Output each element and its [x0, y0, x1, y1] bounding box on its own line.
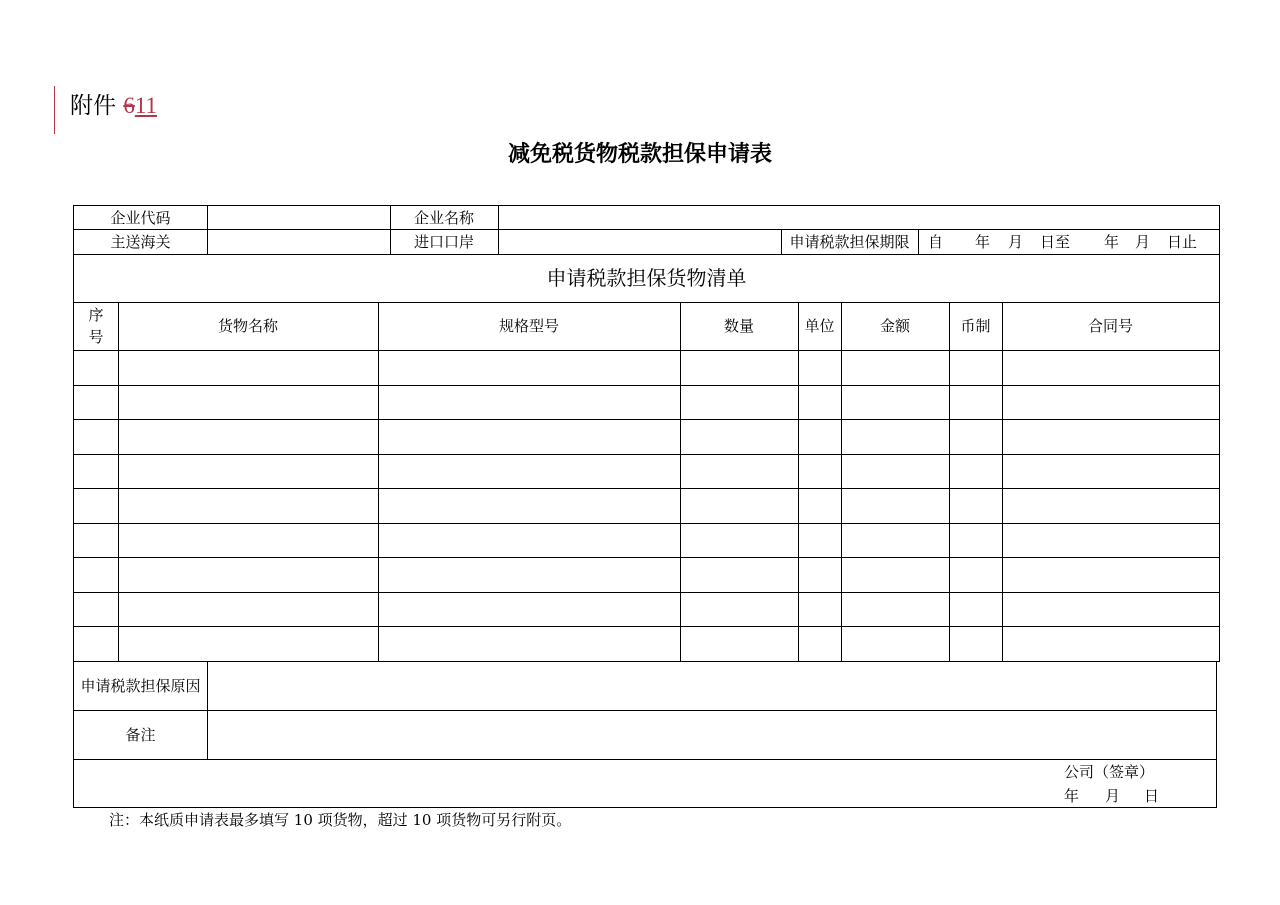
cell-goods-name[interactable] [119, 386, 378, 419]
import-port-label: 进口口岸 [413, 233, 474, 251]
table-bottom-border [73, 807, 1217, 808]
guarantee-reason-field[interactable] [207, 661, 1216, 710]
cell-goods-name[interactable] [119, 489, 378, 523]
table-h-line [73, 385, 1220, 386]
remarks-label: 备注 [125, 725, 156, 744]
cell-spec[interactable] [379, 351, 680, 385]
cell-goods-name[interactable] [119, 420, 378, 454]
cell-currency[interactable] [950, 627, 1002, 661]
cell-unit[interactable] [799, 386, 841, 419]
table-h-line [73, 626, 1220, 627]
table-h-line [73, 710, 1217, 711]
remarks-field[interactable] [207, 710, 1216, 759]
cell-quantity[interactable] [681, 593, 798, 626]
table-h-line [73, 661, 1220, 662]
period-year-2: 年 [1104, 233, 1120, 251]
cell-currency[interactable] [950, 351, 1002, 385]
cell-unit[interactable] [799, 420, 841, 454]
table-right-border-lower [1216, 661, 1217, 808]
table-h-line [73, 454, 1220, 455]
col-header-seq [74, 302, 118, 350]
cell-spec[interactable] [379, 558, 680, 592]
table-v-line [118, 302, 119, 662]
cell-contract-no[interactable] [1003, 455, 1219, 488]
cell-unit[interactable] [799, 558, 841, 592]
cell-seq[interactable] [75, 351, 118, 385]
table-h-line [73, 592, 1220, 593]
attachment-deleted-number: 6 [123, 93, 135, 118]
table-v-line [781, 229, 782, 255]
period-day-to: 日至 [1040, 233, 1071, 251]
col-header-seq-line2: 号 [88, 328, 104, 346]
col-header-currency: 币制 [960, 317, 991, 335]
attachment-number [70, 91, 157, 121]
col-header-goods-name: 货物名称 [217, 317, 278, 335]
table-h-line [73, 523, 1220, 524]
cell-spec[interactable] [379, 524, 680, 557]
table-v-line [798, 302, 799, 662]
cell-seq[interactable] [75, 386, 118, 419]
form-title: 减免税货物税款担保申请表 [507, 142, 772, 167]
cell-spec[interactable] [379, 627, 680, 661]
attachment-inserted-number: 11 [134, 93, 157, 118]
cell-goods-name[interactable] [119, 524, 378, 557]
cell-unit[interactable] [799, 489, 841, 523]
cell-unit[interactable] [799, 455, 841, 488]
cell-spec[interactable] [379, 455, 680, 488]
customs-field[interactable] [207, 230, 390, 254]
cell-quantity[interactable] [681, 351, 798, 385]
cell-quantity[interactable] [681, 558, 798, 592]
cell-unit[interactable] [799, 524, 841, 557]
table-h-line [73, 419, 1220, 420]
company-seal-label: 公司（签章） [1064, 763, 1155, 781]
cell-goods-name[interactable] [119, 558, 378, 592]
table-v-line [1002, 302, 1003, 662]
cell-currency[interactable] [950, 593, 1002, 626]
cell-seq[interactable] [75, 420, 118, 454]
cell-seq[interactable] [75, 558, 118, 592]
cell-unit[interactable] [799, 627, 841, 661]
company-code-field[interactable] [207, 206, 390, 230]
cell-quantity[interactable] [681, 386, 798, 419]
guarantee-period-label: 申请税款担保期限 [789, 233, 910, 251]
footnote: 注：本纸质申请表最多填写 10 项货物，超过 10 项货物可另行附页。 [109, 811, 572, 829]
cell-amount[interactable] [842, 489, 949, 523]
cell-currency[interactable] [950, 455, 1002, 488]
cell-amount[interactable] [842, 524, 949, 557]
cell-currency[interactable] [950, 524, 1002, 557]
cell-goods-name[interactable] [119, 351, 378, 385]
cell-seq[interactable] [75, 627, 118, 661]
cell-amount[interactable] [842, 455, 949, 488]
guarantee-reason-label: 申请税款担保原因 [80, 676, 201, 695]
table-left-border [73, 205, 74, 808]
period-day-end: 日止 [1167, 233, 1198, 251]
table-v-line [949, 302, 950, 662]
table-v-line [841, 302, 842, 662]
cell-contract-no[interactable] [1003, 351, 1219, 385]
cell-contract-no[interactable] [1003, 593, 1219, 626]
table-v-line [378, 302, 379, 662]
cell-contract-no[interactable] [1003, 386, 1219, 419]
table-right-border [1219, 205, 1220, 662]
company-name-label: 企业名称 [413, 209, 474, 227]
cell-amount[interactable] [842, 386, 949, 419]
col-header-unit: 单位 [804, 317, 835, 335]
cell-currency[interactable] [950, 489, 1002, 523]
cell-amount[interactable] [842, 351, 949, 385]
table-h-line [73, 254, 1220, 255]
attachment-prefix: 附件 [70, 93, 116, 119]
import-port-field[interactable] [498, 230, 781, 254]
cell-quantity[interactable] [681, 455, 798, 488]
cell-contract-no[interactable] [1003, 558, 1219, 592]
customs-label: 主送海关 [110, 233, 171, 251]
goods-list-title: 申请税款担保货物清单 [546, 266, 747, 290]
table-h-line [73, 759, 1217, 760]
col-header-contract-no: 合同号 [1087, 317, 1133, 335]
cell-unit[interactable] [799, 351, 841, 385]
cell-amount[interactable] [842, 558, 949, 592]
table-v-line [498, 205, 499, 255]
col-header-spec: 规格型号 [498, 317, 559, 335]
table-v-line [918, 229, 919, 255]
period-month-2: 月 [1135, 233, 1151, 251]
cell-amount[interactable] [842, 593, 949, 626]
cell-contract-no[interactable] [1003, 489, 1219, 523]
revision-change-bar [54, 86, 55, 134]
cell-currency[interactable] [950, 386, 1002, 419]
cell-quantity[interactable] [681, 489, 798, 523]
signature-month: 月 [1105, 787, 1121, 805]
signature-year: 年 [1064, 787, 1080, 805]
cell-seq[interactable] [75, 593, 118, 626]
table-h-line [73, 488, 1220, 489]
cell-spec[interactable] [379, 420, 680, 454]
cell-seq[interactable] [75, 524, 118, 557]
cell-seq[interactable] [75, 489, 118, 523]
col-header-quantity: 数量 [723, 317, 754, 335]
cell-currency[interactable] [950, 420, 1002, 454]
cell-spec[interactable] [379, 386, 680, 419]
table-v-line [207, 205, 208, 255]
cell-amount[interactable] [842, 627, 949, 661]
table-h-line [73, 302, 1220, 303]
table-v-line [680, 302, 681, 662]
cell-contract-no[interactable] [1003, 420, 1219, 454]
cell-quantity[interactable] [681, 627, 798, 661]
cell-amount[interactable] [842, 420, 949, 454]
cell-seq[interactable] [75, 455, 118, 488]
table-h-line [73, 557, 1220, 558]
col-header-amount: 金额 [879, 317, 910, 335]
cell-quantity[interactable] [681, 420, 798, 454]
table-v-line [207, 661, 208, 760]
cell-quantity[interactable] [681, 524, 798, 557]
table-v-line [390, 205, 391, 255]
company-name-field[interactable] [498, 206, 1219, 230]
table-top-border [73, 205, 1220, 206]
table-h-line [73, 350, 1220, 351]
signature-day: 日 [1144, 787, 1160, 805]
cell-currency[interactable] [950, 558, 1002, 592]
cell-unit[interactable] [799, 593, 841, 626]
period-month-1: 月 [1008, 233, 1024, 251]
table-h-line [73, 229, 1220, 230]
company-code-label: 企业代码 [110, 209, 171, 227]
cell-goods-name[interactable] [119, 455, 378, 488]
cell-contract-no[interactable] [1003, 627, 1219, 661]
cell-spec[interactable] [379, 489, 680, 523]
col-header-seq-line1: 序 [88, 306, 104, 324]
cell-spec[interactable] [379, 593, 680, 626]
period-year-1: 年 [975, 233, 991, 251]
cell-contract-no[interactable] [1003, 524, 1219, 557]
period-from: 自 [928, 233, 944, 251]
cell-goods-name[interactable] [119, 627, 378, 661]
cell-goods-name[interactable] [119, 593, 378, 626]
